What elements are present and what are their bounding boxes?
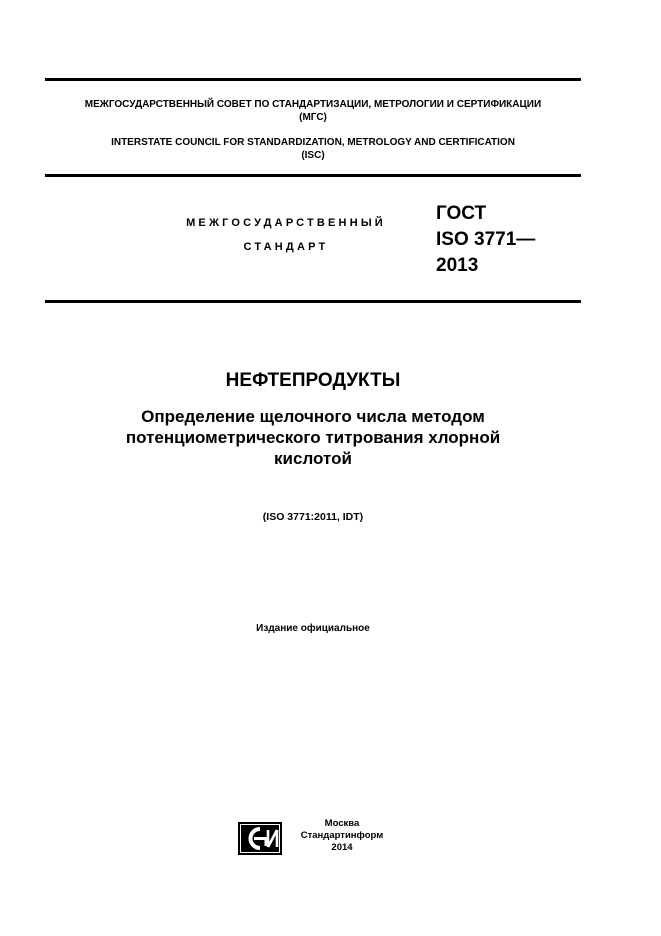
publication-year: 2014: [331, 842, 353, 853]
council-ru-name: МЕЖГОСУДАРСТВЕННЫЙ СОВЕТ ПО СТАНДАРТИЗАЦИИ, МЕТРОЛОГИИ И СЕРТИФИКАЦИИ: [84, 99, 542, 110]
council-ru: [45, 98, 581, 124]
standartinform-logo-icon: [238, 822, 282, 855]
top-rule: [45, 78, 581, 81]
publisher-city: Москва: [324, 818, 360, 829]
iso-reference: (ISO 3771:2011, IDT): [262, 511, 364, 523]
council-en: [45, 136, 581, 162]
edition-label: Издание официальное: [256, 623, 370, 634]
standard-id-line1: ГОСТ: [436, 203, 487, 224]
document-title: НЕФТЕПРОДУКТЫ: [225, 370, 401, 391]
subtitle-line1: Определение щелочного числа методом: [141, 407, 485, 426]
middle-rule: [45, 174, 581, 177]
subtitle-line3: кислотой: [274, 449, 352, 468]
standard-type-line1: МЕЖГОСУДАРСТВЕННЫЙ: [186, 217, 386, 229]
standard-id: [436, 201, 535, 279]
subtitle-line2: потенциометрического титрования хлорной: [125, 428, 501, 447]
standard-type-line2: СТАНДАРТ: [243, 241, 329, 253]
standard-id-line3: 2013: [436, 255, 479, 276]
council-en-abbr: (ISC): [301, 150, 325, 161]
standard-type: [168, 211, 404, 259]
publisher-name: Стандартинформ: [300, 830, 384, 841]
bottom-rule: [45, 300, 581, 303]
document-subtitle: [75, 406, 551, 469]
standard-id-line2: ISO 3771—: [436, 229, 536, 250]
council-ru-abbr: (МГС): [299, 112, 327, 123]
council-en-name: INTERSTATE COUNCIL FOR STANDARDIZATION, METROLOGY AND CERTIFICATION: [111, 137, 515, 148]
publisher-info: [290, 818, 394, 854]
